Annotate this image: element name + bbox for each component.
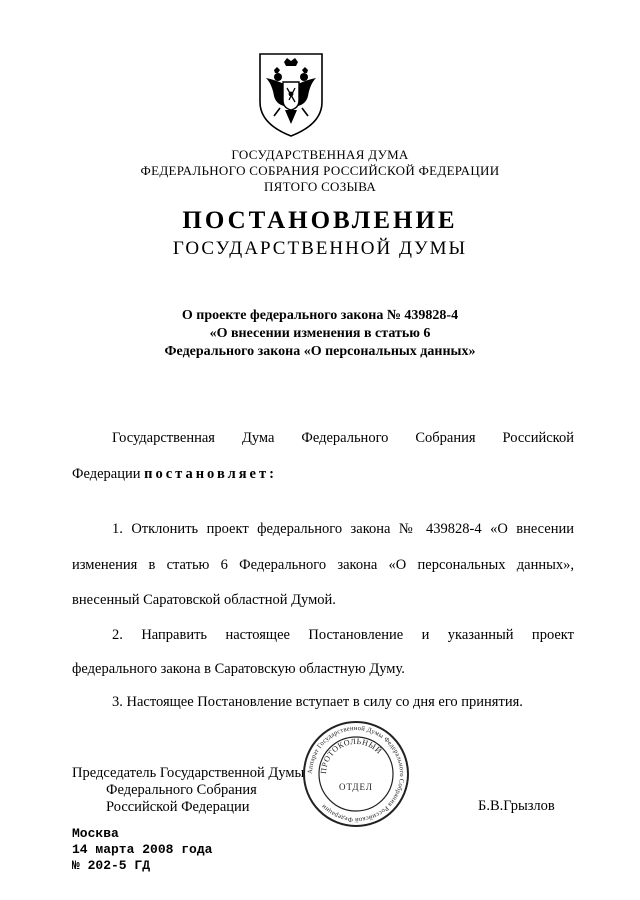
subject-line-3: Федерального закона «О персональных данных»	[164, 344, 476, 359]
footer-number: № 202-5 ГД	[72, 858, 151, 873]
item-1-line-1: 1. Отклонить проект федерального закона № 439828-4 «О внесении	[112, 521, 574, 537]
signature-title-line-3: Российской Федерации	[106, 799, 250, 815]
header-duma: ГОСУДАРСТВЕННАЯ ДУМА	[231, 147, 409, 162]
resolves-word: постановляет:	[144, 466, 277, 482]
item-3-line-1: 3. Настоящее Постановление вступает в силу со дня его принятия.	[112, 694, 523, 710]
document-title: ПОСТАНОВЛЕНИЕ	[182, 207, 458, 234]
subject-line-1: О проекте федерального закона № 439828-4	[181, 308, 459, 323]
footer-city: Москва	[72, 826, 119, 841]
svg-text:ОТДЕЛ: ОТДЕЛ	[338, 782, 374, 792]
preamble-start: Федерации	[72, 466, 141, 482]
signer-name: Б.В.Грызлов	[478, 798, 555, 814]
svg-text:Аппарат Государственной Думы Ф: Аппарат Государственной Думы Федерального Собрания Российской Федерации	[306, 724, 406, 824]
svg-text:ПРОТОКОЛЬНЫЙ: ПРОТОКОЛЬНЫЙ	[318, 736, 384, 775]
header-federal-assembly: ФЕДЕРАЛЬНОГО СОБРАНИЯ РОССИЙСКОЙ ФЕДЕРАЦИИ	[140, 163, 500, 178]
signature-title-line-1: Председатель Государственной Думы	[72, 765, 305, 781]
signature-title-line-2: Федерального Собрания	[106, 782, 257, 798]
subject-line-2: «О внесении изменения в статью 6	[209, 326, 431, 341]
official-stamp	[300, 718, 412, 830]
item-1-line-3: внесенный Саратовской областной Думой.	[72, 592, 336, 608]
item-1-line-2: изменения в статью 6 Федерального закона «О персональных данных»,	[72, 557, 574, 573]
document-subtitle: ГОСУДАРСТВЕННОЙ ДУМЫ	[172, 238, 468, 259]
item-2-line-2: федерального закона в Саратовскую областную Думу.	[72, 661, 405, 677]
preamble-line-1: Государственная Дума Федерального Собрания Российской	[112, 430, 574, 446]
preamble-line-2	[72, 465, 277, 483]
footer-date: 14 марта 2008 года	[72, 842, 213, 857]
header-convocation: ПЯТОГО СОЗЫВА	[263, 179, 377, 194]
item-2-line-1: 2. Направить настоящее Постановление и указанный проект	[112, 627, 574, 643]
coat-of-arms-icon	[254, 50, 328, 140]
